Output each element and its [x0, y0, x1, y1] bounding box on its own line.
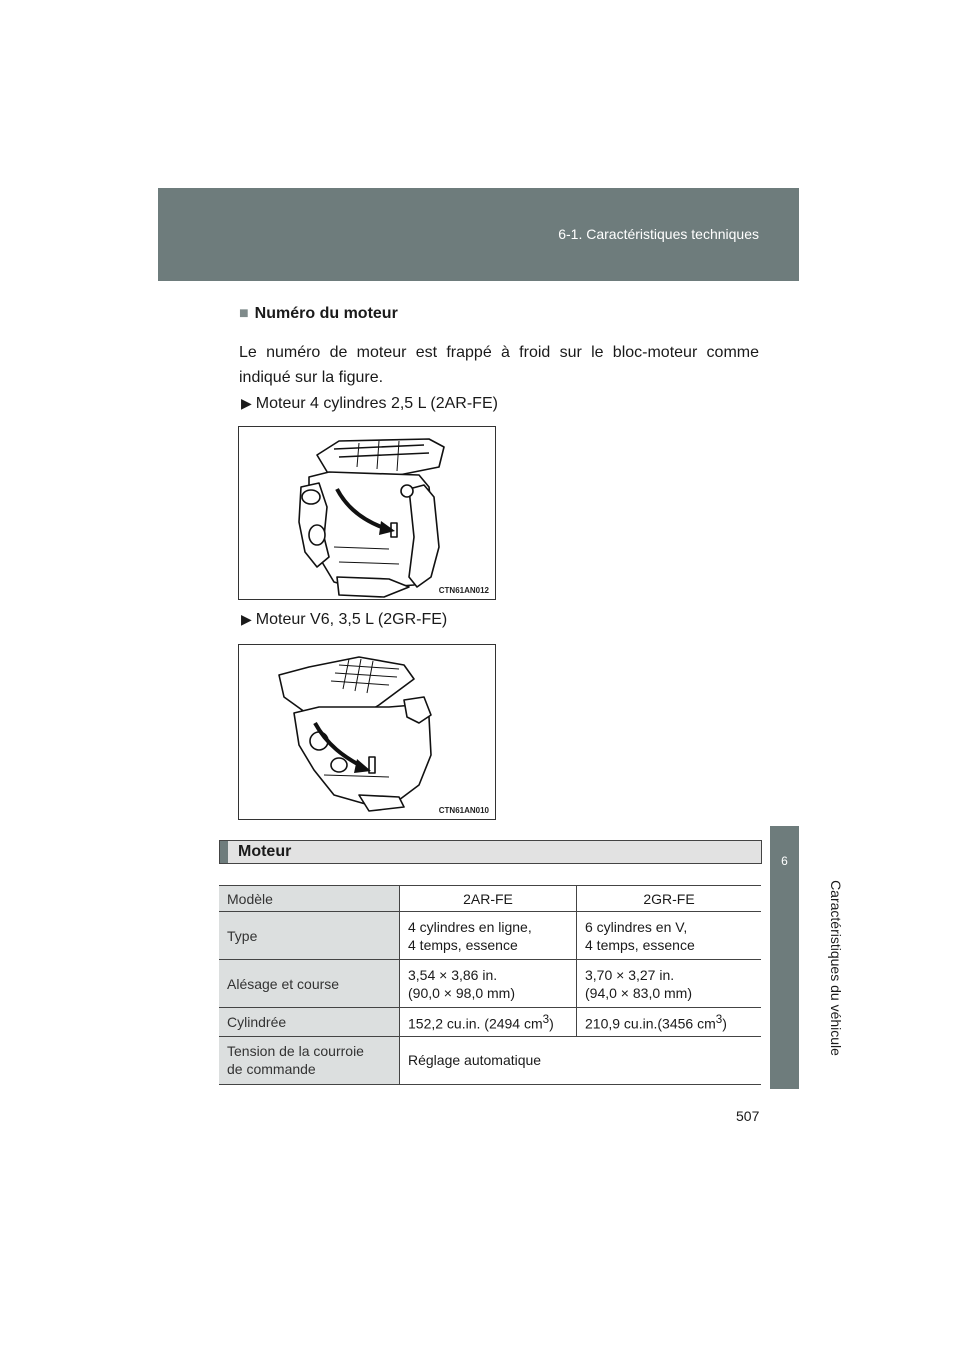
row-label: Type — [219, 912, 400, 960]
section-body: Le numéro de moteur est frappé à froid sur le bloc-moteur comme indiqué sur la figure. — [239, 344, 759, 386]
triangle-bullet-icon: ▶ — [241, 395, 252, 411]
figure-code: CTN61AN012 — [438, 586, 489, 595]
row-label: Alésage et course — [219, 960, 400, 1008]
engine-spec-table — [219, 885, 761, 1085]
table-title: Moteur — [238, 843, 292, 860]
header-label: Modèle — [219, 886, 400, 912]
cell: 4 cylindres en ligne, 4 temps, essence — [400, 912, 577, 960]
cell: 210,9 cu.in.(3456 $cm^3$) — [577, 1008, 762, 1037]
header-col-2ar: 2AR-FE — [400, 886, 577, 912]
chapter-title: 6-1. Caractéristiques techniques — [558, 226, 759, 242]
header-col-2gr: 2GR-FE — [577, 886, 762, 912]
cell: 152,2 cu.in. (2494 $cm^3$) — [400, 1008, 577, 1037]
square-bullet-icon: ■ — [239, 305, 249, 322]
triangle-bullet-icon: ▶ — [241, 611, 252, 627]
table-row — [219, 1008, 761, 1037]
section-heading — [239, 305, 398, 323]
cell: 3,54 × 3,86 in. (90,0 × 98,0 mm) — [400, 960, 577, 1008]
table-title-bar — [219, 840, 762, 864]
table-row — [219, 912, 761, 960]
figure-code: CTN61AN010 — [438, 806, 489, 815]
engine-figure-2ar — [238, 426, 496, 600]
page-number: 507 — [736, 1108, 760, 1124]
figure-caption-2gr: ▶ Moteur V6, 3,5 L (2GR-FE) — [241, 611, 448, 628]
cell: Réglage automatique — [400, 1036, 762, 1084]
row-label: Tension de la courroie de commande — [219, 1036, 400, 1084]
chapter-tab — [770, 826, 799, 1089]
cell: 3,70 × 3,27 in. (94,0 × 83,0 mm) — [577, 960, 762, 1008]
table-row — [219, 1036, 761, 1084]
table-row — [219, 886, 761, 912]
section-heading-text: Numéro du moteur — [254, 305, 398, 322]
engine-2gr-illustration — [239, 645, 495, 819]
figure-caption-2ar: ▶ Moteur 4 cylindres 2,5 L (2AR-FE) — [241, 395, 498, 412]
row-label: Cylindrée — [219, 1008, 400, 1037]
table-row — [219, 960, 761, 1008]
chapter-number: 6 — [781, 854, 788, 868]
chapter-side-label: Caractéristiques du véhicule — [828, 880, 844, 1056]
header-bar — [158, 188, 799, 281]
engine-2ar-illustration — [239, 427, 495, 599]
cell: 6 cylindres en V, 4 temps, essence — [577, 912, 762, 960]
engine-figure-2gr — [238, 644, 496, 820]
title-accent — [220, 841, 228, 863]
